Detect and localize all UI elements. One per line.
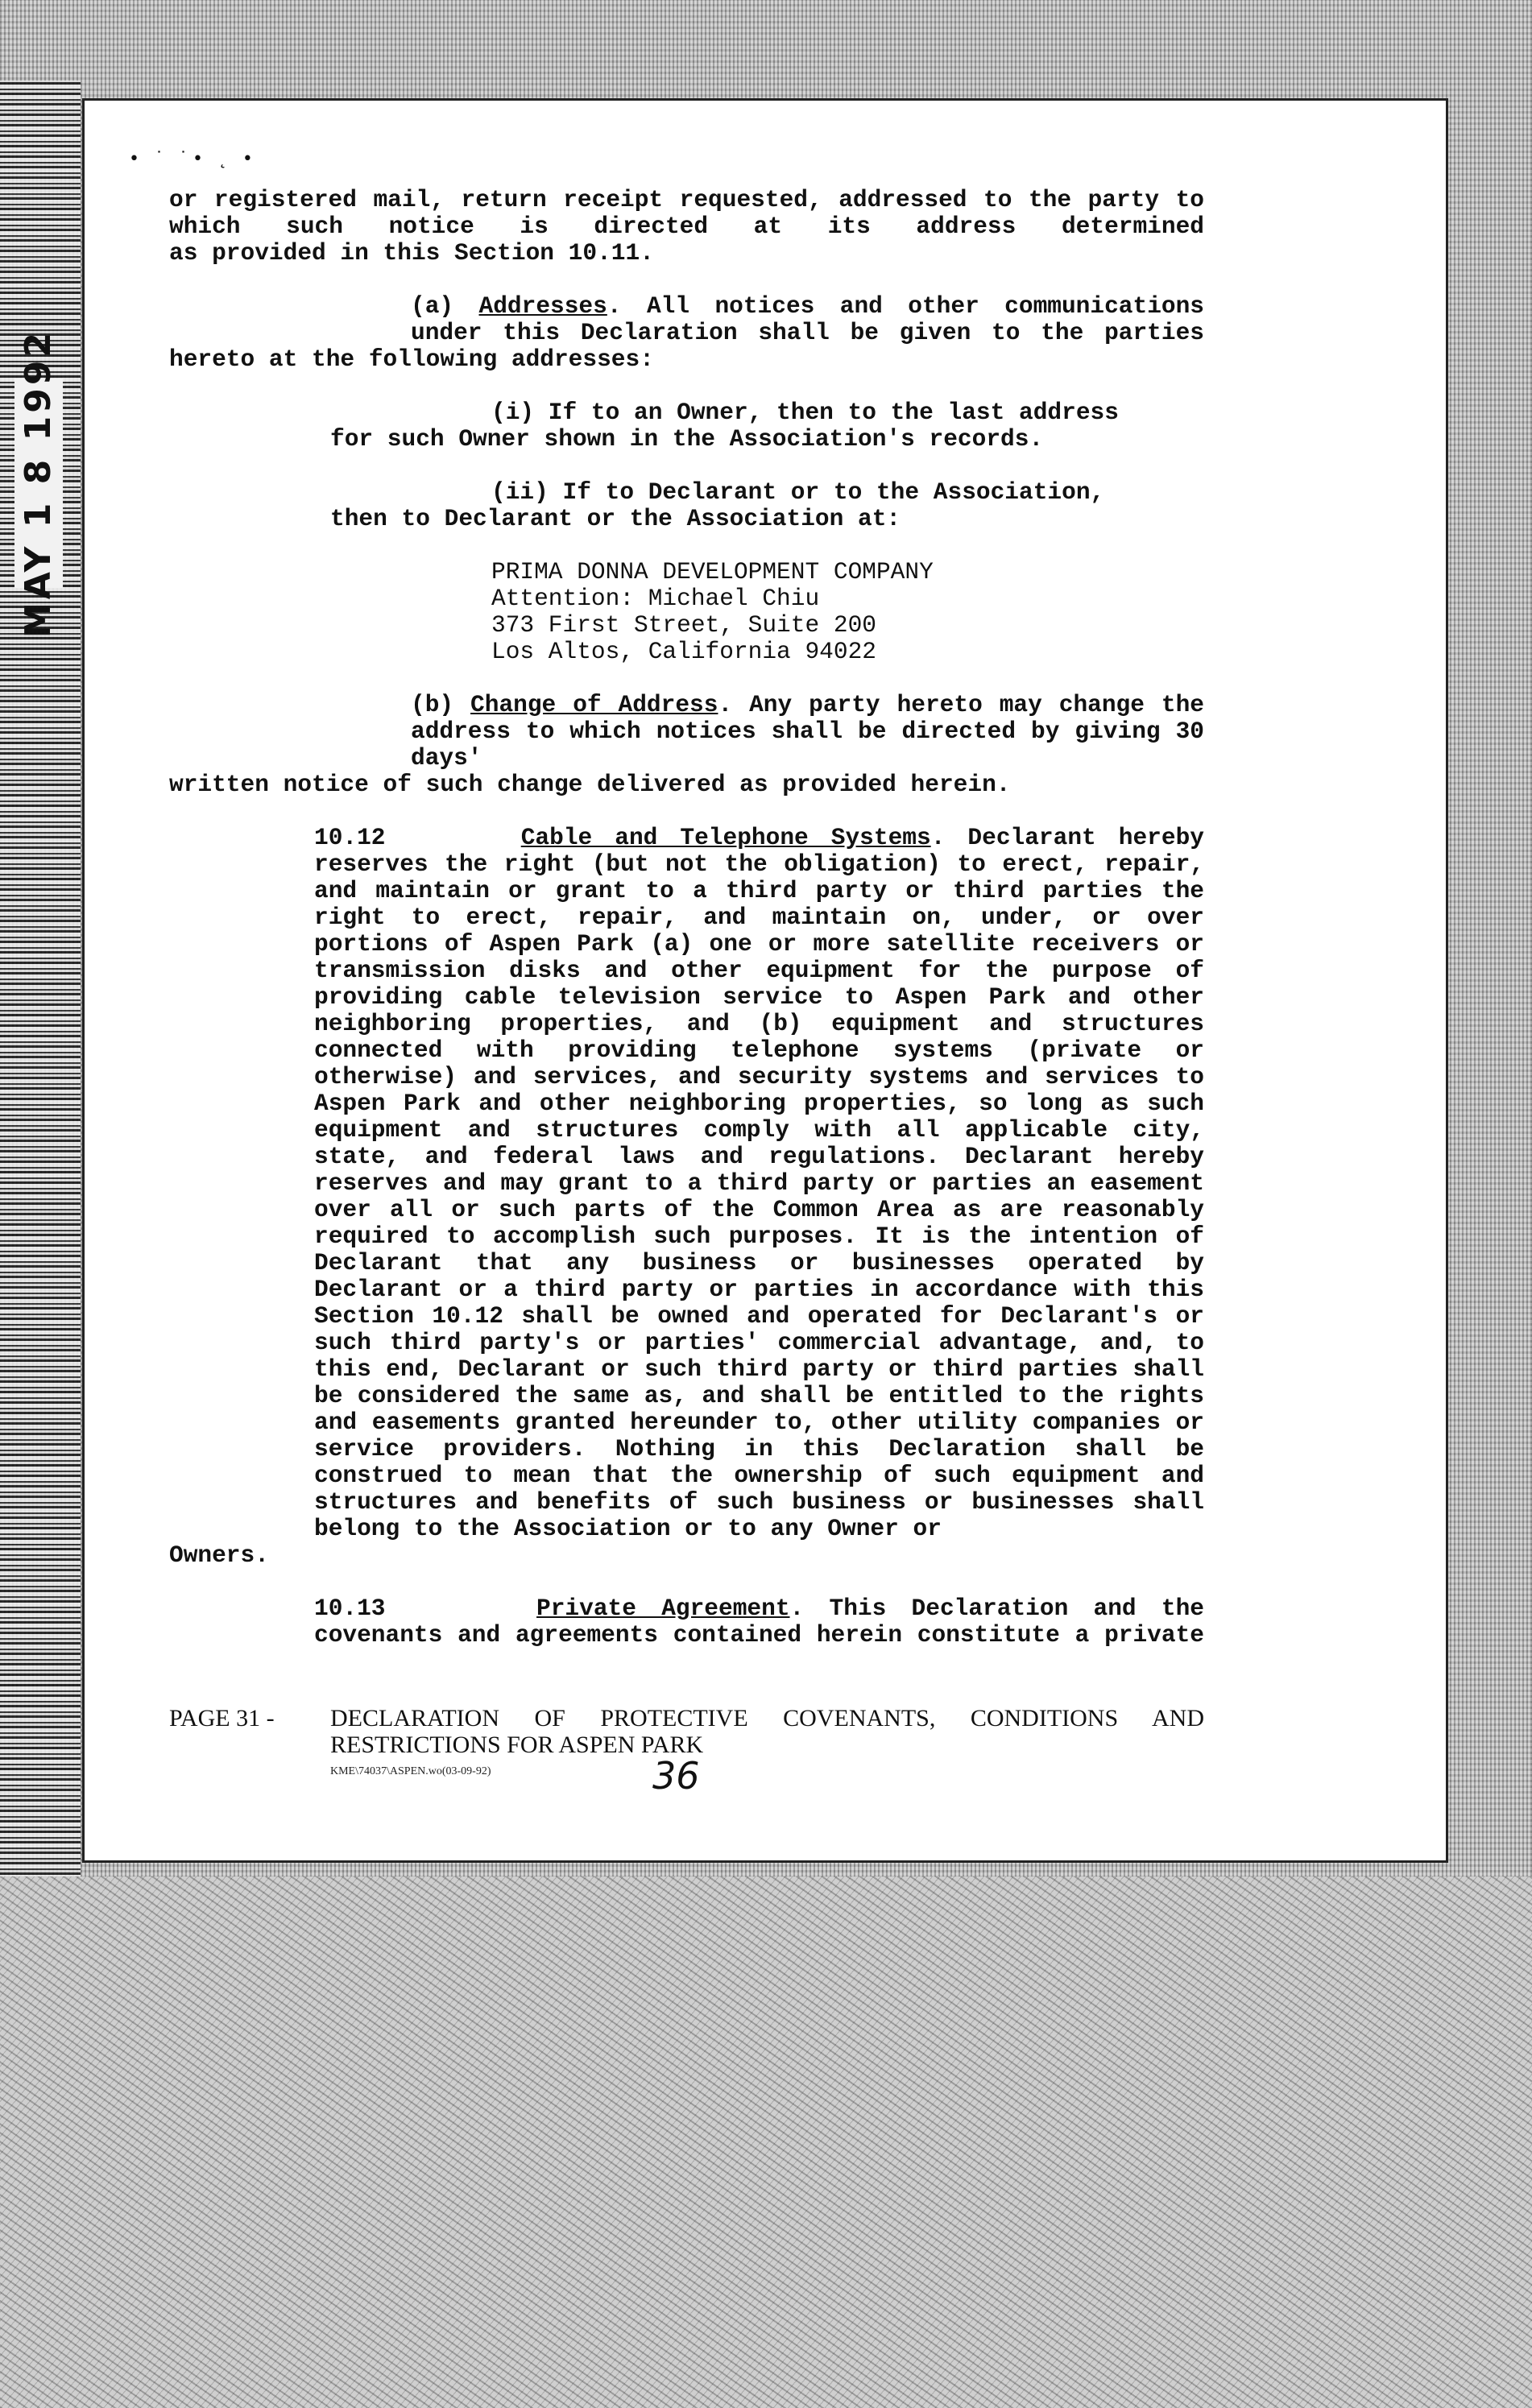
item-ii-line1: (ii) If to Declarant or to the Association, (491, 478, 1105, 506)
section-10-13-heading: Private Agreement (536, 1595, 790, 1622)
address-block (169, 559, 1204, 665)
section-10-12-number: 10.12 (314, 824, 521, 851)
address-line: Attention: Michael Chiu (491, 585, 820, 612)
section-10-13-number: 10.13 (314, 1595, 537, 1622)
subsection-a-heading: Addresses (478, 292, 607, 320)
page-footer (169, 1705, 1204, 1758)
address-line: 373 First Street, Suite 200 (491, 611, 876, 639)
subsection-a (169, 293, 1204, 346)
handwritten-page-number: 36 (652, 1754, 700, 1798)
footer-title-line1: DECLARATION OF PROTECTIVE COVENANTS, CONDITIONS AND (330, 1705, 1204, 1732)
section-10-12-heading: Cable and Telephone Systems (520, 824, 931, 851)
subsection-b (169, 692, 1204, 772)
section-10-12-last: Owners. (169, 1541, 269, 1569)
item-i-line1: (i) If to an Owner, then to the last address (491, 399, 1119, 426)
document-body (169, 187, 1204, 1649)
file-code: KME\74037\ASPEN.wo(03-09-92) (330, 1765, 491, 1777)
section-10-13-text: . This Declaration and the covenants and agreements contained herein constitute a private (314, 1595, 1204, 1649)
footer-title-line2: RESTRICTIONS FOR ASPEN PARK (330, 1732, 704, 1758)
scan-marks: • ˙ ˙• ˛ • (129, 149, 258, 169)
date-stamp (14, 329, 63, 638)
item-ii-line2: then to Declarant or the Association at: (330, 505, 901, 532)
paragraph-continuation-last: as provided in this Section 10.11. (169, 239, 654, 267)
subsection-a-last: hereto at the following addresses: (169, 345, 654, 373)
subsection-a-number: (a) (411, 292, 479, 320)
section-10-12-text: . Declarant hereby reserves the right (but not the obligation) to erect, repair, and maintain or grant to a third party or third parties the right to erect, repair, and maintain on, under, or over portions of Aspen Park (a) one or more satellite receivers or transmission disks and other equipment for the purpose of providing cable television service to Aspen Park and other neighboring properties, and (b) equipment and structures connected with providing telephone systems (private or otherwise) and services, and security systems and services to Aspen Park and other neighboring properties, so long as such equipment and structures comply with all applicable city, state, and federal laws and regulations. Declarant hereby reserves and may grant to a third party or parties an easement over all or such parts of the Common Area as are reasonably required to accomplish such purposes. It is the intention of Declarant that any business or businesses operated by Declarant or a third party or parties in accordance with this Section 10.12 shall be owned and operated for Declarant's or such third party's or parties' commercial advantage, and, to this end, Declarant or such third party or third parties shall be considered the same as, and shall be entitled to the rights and easements granted hereunder to, other utility companies or service providers. Nothing in this Declaration shall be construed to mean that the ownership of such equipment and structures and benefits of such business or businesses shall belong to the Association or to any Owner or (314, 824, 1204, 1542)
subsection-b-heading: Change of Address (470, 691, 718, 718)
date-stamp-text: MAY 1 8 1992 (18, 329, 60, 638)
subsection-b-text: . Any party hereto may change the address to which notices shall be directed by giving 30 days' (411, 691, 1205, 772)
address-line: Los Altos, California 94022 (491, 638, 876, 665)
section-10-13 (169, 1595, 1204, 1649)
item-i-line2: for such Owner shown in the Association's records. (330, 425, 1044, 453)
page-number: PAGE 31 - (169, 1705, 275, 1732)
paragraph-continuation: or registered mail, return receipt requested, addressed to the party to which such notice is directed at its address determined (169, 186, 1204, 240)
subsection-a-text: . All notices and other communications under this Declaration shall be given to the parties (411, 292, 1205, 346)
scan-noise-bottom (0, 1876, 1532, 2408)
address-line: PRIMA DONNA DEVELOPMENT COMPANY (491, 558, 934, 585)
subsection-b-last: written notice of such change delivered as provided herein. (169, 771, 1011, 798)
section-10-12 (169, 825, 1204, 1542)
subsection-b-number: (b) (411, 691, 471, 718)
